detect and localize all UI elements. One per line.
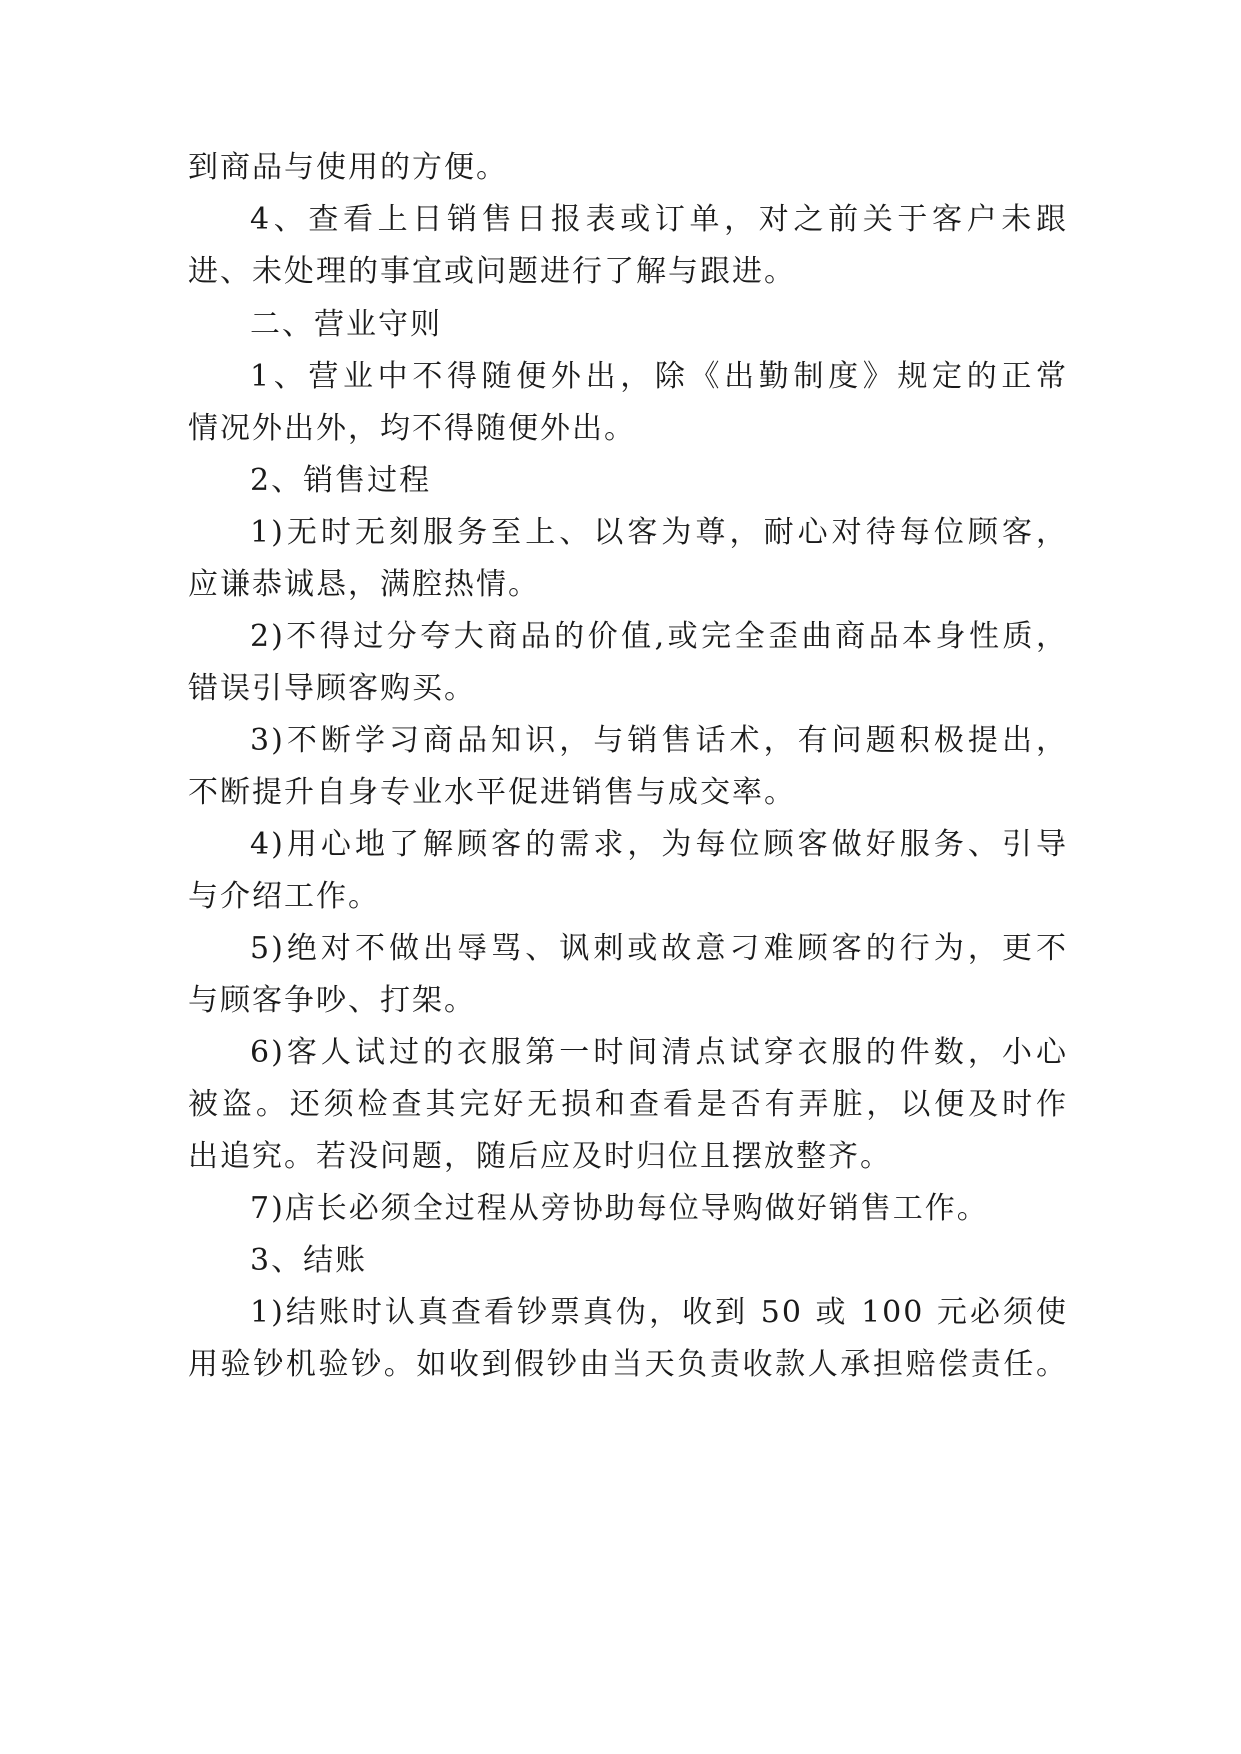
text-line: 5)绝对不做出辱骂、讽刺或故意刁难顾客的行为，更不 <box>250 931 1068 966</box>
text-line: 错误引导顾客购买。 <box>188 671 476 706</box>
text-line: 4、查看上日销售日报表或订单，对之前关于客户未跟 <box>250 202 1068 237</box>
text-line: 不断提升自身专业水平促进销售与成交率。 <box>188 775 796 810</box>
text-line: 1)结账时认真查看钞票真伪，收到 50 或 100 元必须使 <box>250 1295 1068 1330</box>
text-line: 1、营业中不得随便外出，除《出勤制度》规定的正常 <box>250 359 1068 394</box>
text-line: 7)店长必须全过程从旁协助每位导购做好销售工作。 <box>250 1191 989 1226</box>
text-line: 与介绍工作。 <box>188 879 380 914</box>
text-line: 进、未处理的事宜或问题进行了解与跟进。 <box>188 254 796 289</box>
subsection-heading: 2、销售过程 <box>250 463 432 498</box>
text-line: 6)客人试过的衣服第一时间清点试穿衣服的件数，小心 <box>250 1035 1068 1070</box>
text-line: 1)无时无刻服务至上、以客为尊，耐心对待每位顾客， <box>250 515 1068 550</box>
text-line: 2)不得过分夸大商品的价值,或完全歪曲商品本身性质， <box>250 619 1068 654</box>
text-line: 与顾客争吵、打架。 <box>188 983 476 1018</box>
subsection-heading: 3、结账 <box>250 1243 368 1278</box>
text-line: 应谦恭诚恳，满腔热情。 <box>188 567 540 602</box>
text-line: 用验钞机验钞。如收到假钞由当天负责收款人承担赔偿责任。 <box>188 1347 1068 1382</box>
text-line: 到商品与使用的方便。 <box>188 150 508 185</box>
text-line: 情况外出外，均不得随便外出。 <box>188 411 636 446</box>
text-line: 4)用心地了解顾客的需求，为每位顾客做好服务、引导 <box>250 827 1068 862</box>
section-heading: 二、营业守则 <box>250 307 442 342</box>
text-line: 3)不断学习商品知识，与销售话术，有问题积极提出， <box>250 723 1068 758</box>
text-line: 出追究。若没问题，随后应及时归位且摆放整齐。 <box>188 1139 892 1174</box>
text-line: 被盗。还须检查其完好无损和查看是否有弄脏，以便及时作 <box>188 1087 1068 1122</box>
